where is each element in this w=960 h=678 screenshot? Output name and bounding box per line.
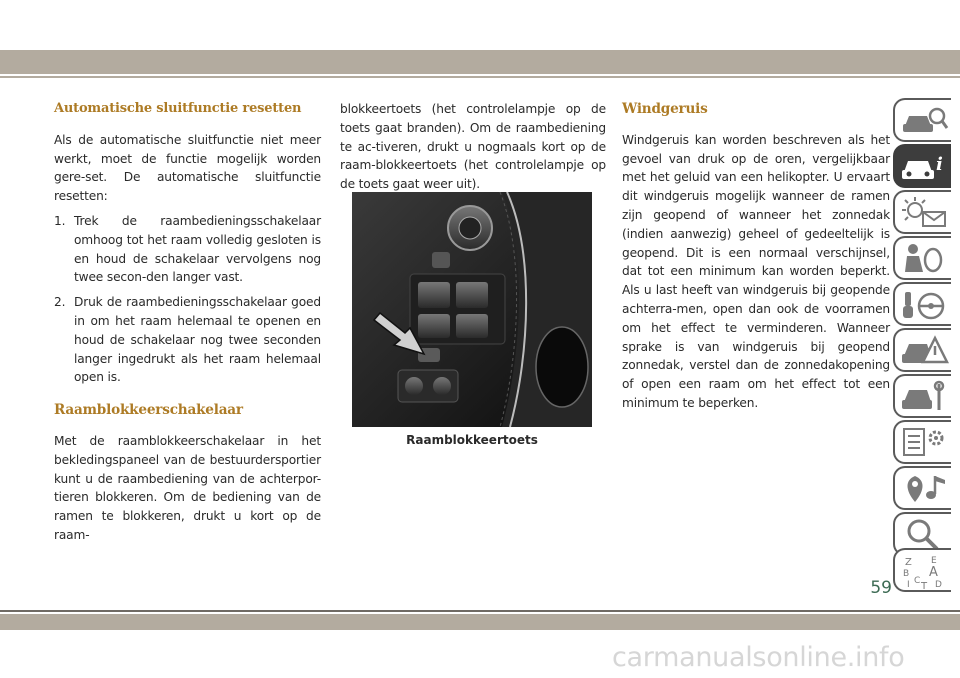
- footer-rule: [0, 610, 960, 612]
- music-navigation-icon: [901, 472, 949, 506]
- index-letter: C: [914, 576, 921, 586]
- step-number: 2.: [54, 295, 66, 310]
- wind-noise-paragraph: Windgeruis kan worden beschreven als het gevoel van druk op de oren, vergelijkbaar met het geluid van een helikopter. U ervaart dit windgeruis mogelijk wanneer de ramen zijn geopend of wanneer het zonnedak (indien aanwezig) geheel of gedeeltelijk is geopend. Dit is een normaal verschijnsel, dat tot een minimum kan worden beperkt. Als u last heeft van windgeruis bij geopende achterra-men, open dan ook de voorramen om het effect te verminderen. Wanneer sprake is van windgeruis bij geopend zonnedak, verstel dan de zonnedakopening of open een raam om het effect tot een minimum te beperken.: [622, 132, 890, 410]
- header-band: [0, 50, 960, 74]
- tab-multimedia[interactable]: [893, 466, 951, 510]
- tab-service[interactable]: [893, 374, 951, 418]
- list-item: [54, 212, 321, 287]
- intro-paragraph: Als de automatische sluitfunctie niet meer werkt, moet de functie mogelijk worden gere-set. De automatische sluitfunctie resetten:: [54, 132, 321, 204]
- header-rule: [0, 76, 960, 78]
- list-item: [54, 293, 321, 387]
- tab-safety[interactable]: [893, 236, 951, 280]
- index-letter: I: [907, 580, 910, 590]
- warning-light-message-icon: [901, 196, 949, 230]
- column-middle: [340, 100, 606, 200]
- window-lock-continued: blokkeertoets (het controlelampje op de toets gaat branden). Om de raambediening te ac-tiveren, drukt u nogmaals kort op de raam-blokkeertoets (het controlelampje op de toets gaat weer uit).: [340, 102, 606, 192]
- heading-wind-noise: Windgeruis: [622, 101, 708, 117]
- tab-starting-driving[interactable]: [893, 282, 951, 326]
- index-letter: T: [921, 581, 928, 590]
- tab-emergency[interactable]: [893, 328, 951, 372]
- specifications-gear-icon: [901, 426, 949, 460]
- door-panel-illustration: [352, 192, 592, 427]
- index-letter: E: [931, 556, 937, 566]
- index-letter: A: [929, 565, 938, 580]
- page-number: 59: [870, 578, 892, 598]
- window-lock-paragraph: Met de raamblokkeerschakelaar in het bekledingspaneel van de bestuurdersportier kunt u de raambediening van de achterpor-tieren blokkeren. Om de bediening van de ramen te blokkeren, drukt u kort op de raam-: [54, 433, 321, 542]
- index-letter: D: [935, 580, 942, 590]
- car-search-icon: [901, 104, 949, 138]
- index-letter: B: [903, 569, 910, 579]
- key-steering-wheel-icon: [901, 288, 949, 322]
- watermark-text: carmanualsonline.info: [612, 642, 905, 673]
- window-switch-photo: [352, 192, 592, 427]
- steps-list: [54, 212, 321, 387]
- column-right: [622, 100, 890, 419]
- car-info-icon: [901, 150, 949, 184]
- tab-car-search[interactable]: [893, 98, 951, 142]
- car-hazard-icon: [901, 334, 949, 368]
- alphabet-index-icon: [901, 554, 949, 590]
- index-letter: Z: [905, 557, 912, 568]
- tab-car-info[interactable]: [893, 144, 951, 188]
- tab-warning-lights[interactable]: [893, 190, 951, 234]
- heading-reset-auto-close: Automatische sluitfunctie resetten: [54, 101, 302, 116]
- step-text: Trek de raambedieningsschakelaar omhoog tot het raam volledig gesloten is en houd de schakelaar vervolgens nog twee secon-den langer vast.: [74, 213, 321, 285]
- column-left: [54, 100, 321, 551]
- tab-specifications[interactable]: [893, 420, 951, 464]
- step-number: 1.: [54, 213, 66, 228]
- person-airbag-icon: [901, 242, 949, 276]
- photo-caption: Raamblokkeertoets: [406, 433, 538, 447]
- heading-window-lock-switch: Raamblokkeerschakelaar: [54, 402, 243, 419]
- magnifier-icon: [901, 518, 949, 552]
- svg-text:i: i: [936, 154, 943, 175]
- step-text: Druk de raambedieningsschakelaar goed in om het raam helemaal te openen en houd de schakelaar nog twee seconden langer ingedrukt als het raam helemaal open is.: [74, 295, 321, 385]
- footer-band: [0, 614, 960, 630]
- car-wrench-icon: [901, 380, 949, 414]
- tab-alphabet-index[interactable]: [893, 548, 951, 592]
